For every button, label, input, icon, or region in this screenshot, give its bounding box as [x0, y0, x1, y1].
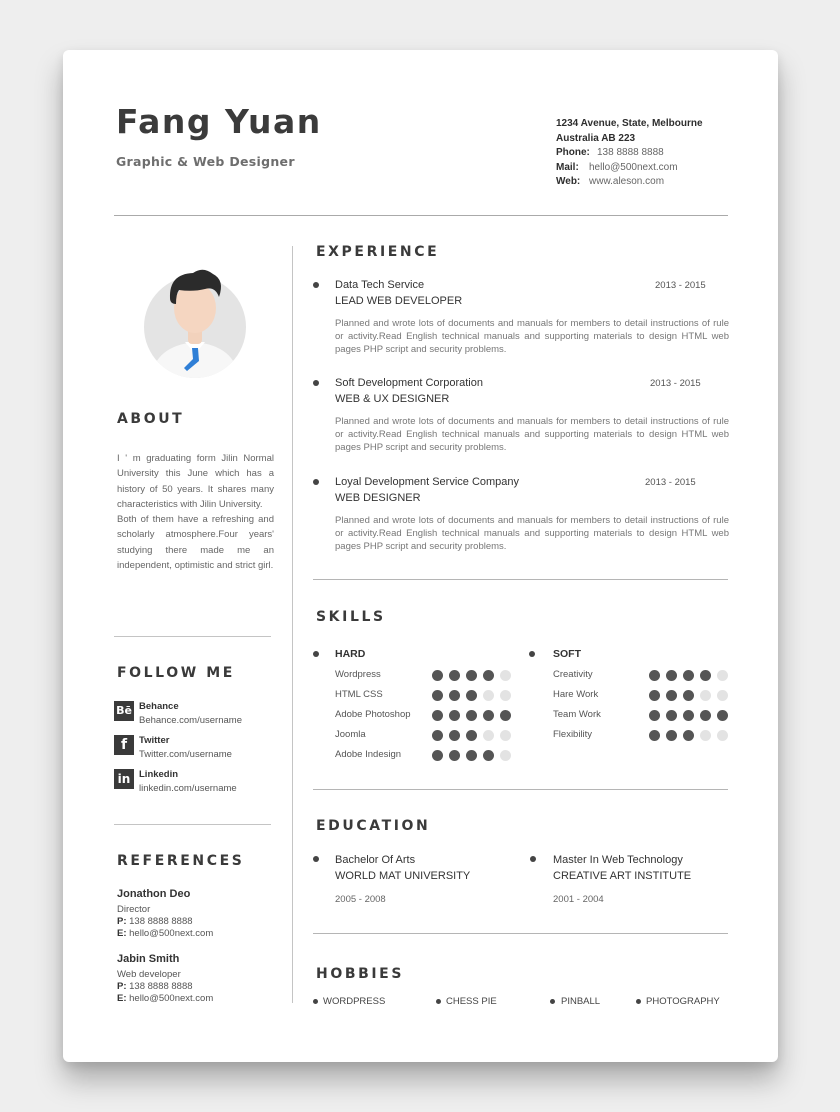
reference-item [117, 888, 287, 940]
bullet-icon [529, 651, 535, 657]
experience-company: Loyal Development Service Company [335, 476, 520, 488]
column-divider [292, 246, 293, 1003]
skill-level-dot [717, 730, 728, 741]
skill-level-dot [683, 710, 694, 721]
skills-heading: SKILLS [316, 609, 386, 625]
skill-level-dot [700, 730, 711, 741]
skill-level-dot [449, 750, 460, 761]
experience-position: LEAD WEB DEVELOPER [335, 295, 463, 307]
hobby-item: PINBALL [561, 996, 601, 1007]
experience-description: Planned and wrote lots of documents and manuals for members to detail instructions of rule or activity.Read English technical manuals and supporting materials to design HTML web pages PHP script and security problems. [335, 318, 729, 355]
bullet-icon [313, 282, 319, 288]
job-title: Graphic & Web Designer [116, 154, 295, 169]
skill-level-dot [483, 670, 494, 681]
web-label: Web: [556, 176, 581, 187]
hard-skills-heading: HARD [335, 648, 366, 660]
avatar [143, 264, 247, 378]
mail-value[interactable]: hello@500next.com [589, 161, 678, 173]
skill-level-dot [466, 710, 477, 721]
skill-level-dot [432, 670, 443, 681]
skill-level-dot [466, 730, 477, 741]
soft-skills-heading: SOFT [553, 648, 581, 660]
education-school: WORLD MAT UNIVERSITY [335, 870, 471, 882]
experience-years: 2013 - 2015 [655, 280, 706, 291]
skill-level-dot [683, 730, 694, 741]
reference-role: Director [117, 904, 151, 915]
skill-level-dot [449, 690, 460, 701]
follow-divider [114, 824, 271, 825]
skill-level-dot [466, 670, 477, 681]
follow-item-behance[interactable] [114, 701, 284, 727]
skill-level-dot [483, 750, 494, 761]
reference-name: Jonathon Deo [117, 888, 191, 900]
experience-company: Data Tech Service [335, 279, 425, 291]
education-divider [313, 933, 728, 934]
follow-item-linkedin[interactable] [114, 769, 284, 795]
person-name: Fang Yuan [116, 102, 322, 141]
education-degree: Bachelor Of Arts [335, 854, 416, 866]
skill-level-dot [500, 710, 511, 721]
skill-level-dot [483, 690, 494, 701]
bullet-icon [530, 856, 536, 862]
phone-label: Phone: [556, 147, 590, 158]
skill-level-dot [700, 690, 711, 701]
follow-item-twitter[interactable] [114, 735, 284, 761]
skill-level-dot [449, 710, 460, 721]
reference-email: E: hello@500next.com [117, 993, 214, 1004]
skill-level-dot [649, 730, 660, 741]
about-heading: ABOUT [117, 411, 185, 427]
hobby-item: WORDPRESS [323, 996, 386, 1007]
skill-level-dot [432, 750, 443, 761]
skill-level-dot [683, 690, 694, 701]
skill-level-dot [432, 730, 443, 741]
follow-item-title: Behance [139, 701, 179, 712]
follow-item-link[interactable]: Behance.com/username [139, 715, 242, 726]
follow-item-link[interactable]: Twitter.com/username [139, 749, 232, 760]
experience-heading: EXPERIENCE [316, 244, 440, 260]
skill-level-dot [432, 690, 443, 701]
skill-level-dot [717, 690, 728, 701]
skill-name: Creativity [553, 669, 593, 680]
header-divider [114, 215, 728, 216]
bullet-icon [313, 651, 319, 657]
follow-item-title: Twitter [139, 735, 170, 746]
about-paragraph-1: I ' m graduating form Jilin Normal University this June which has a history of 50 years. It shares many characteristics with Jilin University. [117, 453, 274, 510]
address-line-2: Australia AB 223 [556, 132, 636, 144]
phone-value: 138 8888 8888 [597, 147, 664, 158]
experience-years: 2013 - 2015 [645, 477, 696, 488]
skill-name: Team Work [553, 709, 601, 720]
experience-position: WEB & UX DESIGNER [335, 393, 450, 405]
skill-level-dot [500, 670, 511, 681]
about-text [117, 451, 274, 573]
reference-phone: P: 138 8888 8888 [117, 981, 193, 992]
skill-name: Wordpress [335, 669, 381, 680]
skill-level-dot [666, 710, 677, 721]
skill-level-dot [717, 710, 728, 721]
experience-description: Planned and wrote lots of documents and manuals for members to detail instructions of rule or activity.Read English technical manuals and supporting materials to design HTML web pages PHP script and security problems. [335, 416, 729, 453]
reference-name: Jabin Smith [117, 953, 180, 965]
education-years: 2001 - 2004 [553, 894, 604, 905]
mail-row [556, 161, 703, 176]
reference-item [117, 953, 287, 1005]
skill-name: Adobe Indesign [335, 749, 402, 760]
hobby-item: PHOTOGRAPHY [646, 996, 720, 1007]
skill-level-dot [649, 670, 660, 681]
follow-heading: FOLLOW ME [117, 665, 235, 681]
skill-name: Hare Work [553, 689, 599, 700]
bullet-icon [550, 999, 555, 1004]
bullet-icon [313, 380, 319, 386]
resume-page [63, 50, 778, 1062]
education-years: 2005 - 2008 [335, 894, 386, 905]
skill-level-dot [666, 730, 677, 741]
experience-description: Planned and wrote lots of documents and manuals for members to detail instructions of rule or activity.Read English technical manuals and supporting materials to design HTML web pages PHP script and security problems. [335, 515, 729, 552]
skill-level-dot [666, 690, 677, 701]
skill-level-dot [500, 730, 511, 741]
bullet-icon [313, 999, 318, 1004]
skill-level-dot [500, 750, 511, 761]
skill-level-dot [700, 670, 711, 681]
skill-level-dot [466, 690, 477, 701]
contact-block [556, 117, 703, 190]
skill-level-dot [666, 670, 677, 681]
hobby-item: CHESS PIE [446, 996, 497, 1007]
skill-level-dot [649, 690, 660, 701]
skill-level-dot [717, 670, 728, 681]
linkedin-icon: in [114, 769, 134, 789]
skill-name: Adobe Photoshop [335, 709, 411, 720]
references-heading: REFERENCES [117, 853, 245, 869]
experience-position: WEB DESIGNER [335, 492, 421, 504]
bullet-icon [313, 479, 319, 485]
avatar-illustration-icon [143, 264, 247, 378]
bullet-icon [436, 999, 441, 1004]
skill-level-dot [466, 750, 477, 761]
behance-icon: Bē [114, 701, 134, 721]
bullet-icon [636, 999, 641, 1004]
skill-level-dot [449, 730, 460, 741]
hobbies-heading: HOBBIES [316, 966, 405, 982]
skill-level-dot [449, 670, 460, 681]
skill-level-dot [700, 710, 711, 721]
skill-level-dot [483, 730, 494, 741]
bullet-icon [313, 856, 319, 862]
education-school: CREATIVE ART INSTITUTE [553, 870, 692, 882]
address-line-1: 1234 Avenue, State, Melbourne [556, 118, 703, 129]
skill-level-dot [483, 710, 494, 721]
reference-phone: P: 138 8888 8888 [117, 916, 193, 927]
phone-row [556, 146, 703, 161]
experience-divider [313, 579, 728, 580]
follow-item-link[interactable]: linkedin.com/username [139, 783, 237, 794]
web-row [556, 175, 703, 190]
skill-level-dot [500, 690, 511, 701]
reference-role: Web developer [117, 969, 181, 980]
mail-label: Mail: [556, 161, 579, 173]
skill-name: Joomla [335, 729, 366, 740]
skill-level-dot [649, 710, 660, 721]
experience-years: 2013 - 2015 [650, 378, 701, 389]
twitter-icon: f [114, 735, 134, 755]
about-divider [114, 636, 271, 637]
skill-level-dot [432, 710, 443, 721]
skill-level-dot [683, 670, 694, 681]
skill-name: HTML CSS [335, 689, 383, 700]
education-heading: EDUCATION [316, 818, 431, 834]
education-degree: Master In Web Technology [553, 854, 683, 866]
about-paragraph-2: Both of them have a refreshing and scholarly atmosphere.Four years' studying there made me an independent, optimistic and strict girl. [117, 514, 274, 572]
web-value[interactable]: www.aleson.com [589, 176, 665, 187]
follow-item-title: Linkedin [139, 769, 179, 780]
skills-divider [313, 789, 728, 790]
experience-company: Soft Development Corporation [335, 377, 483, 389]
reference-email: E: hello@500next.com [117, 928, 214, 939]
skill-name: Flexibility [553, 729, 593, 740]
